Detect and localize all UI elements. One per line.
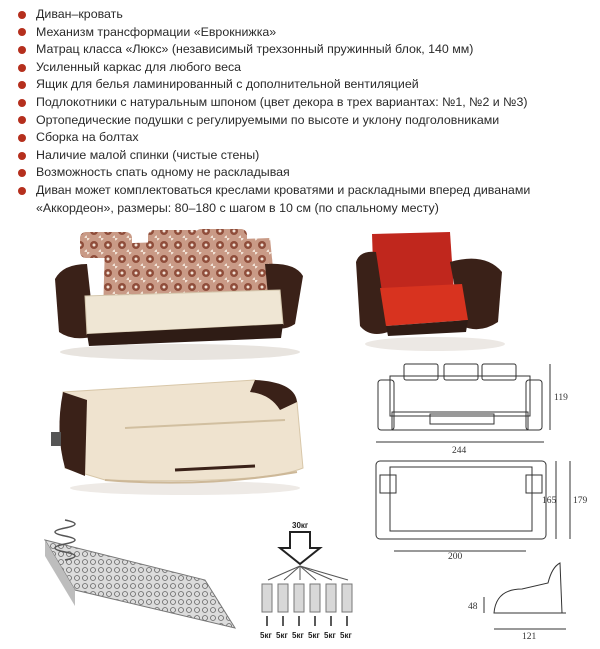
feature-item xyxy=(18,76,593,94)
front-view-drawing xyxy=(370,356,590,461)
dimension-label: 179 xyxy=(573,496,588,506)
spring-load-label: 5кг xyxy=(324,631,336,640)
bullet-icon xyxy=(18,46,26,54)
feature-item xyxy=(18,129,593,147)
load-label: 30кг xyxy=(292,521,309,530)
spring-load-label: 5кг xyxy=(276,631,288,640)
feature-text: Ортопедические подушки с регулируемыми по высоте и уклону подголовниками xyxy=(36,112,500,127)
spring-load-label: 5кг xyxy=(292,631,304,640)
spring-load-label: 5кг xyxy=(260,631,272,640)
feature-item xyxy=(18,41,593,59)
bullet-icon xyxy=(18,152,26,160)
load-diagram xyxy=(252,518,362,640)
spring-load-label: 5кг xyxy=(308,631,320,640)
feature-text: Сборка на болтах xyxy=(36,130,139,145)
feature-item xyxy=(18,6,593,24)
top-view-drawing xyxy=(370,455,595,560)
feature-item xyxy=(18,182,593,217)
bullet-icon xyxy=(18,81,26,89)
armchair-photo xyxy=(350,222,512,354)
feature-text: Наличие малой спинки (чистые стены) xyxy=(36,147,260,162)
feature-item xyxy=(18,24,593,42)
feature-text: Диван–кровать xyxy=(36,7,123,21)
bullet-icon xyxy=(18,28,26,36)
dimension-label: 165 xyxy=(542,496,557,506)
bullet-icon xyxy=(18,64,26,72)
bullet-icon xyxy=(18,134,26,142)
spring-load-label: 5кг xyxy=(340,631,352,640)
sofa-photo xyxy=(45,224,310,364)
feature-item xyxy=(18,147,593,165)
feature-list xyxy=(18,6,593,217)
side-view-drawing xyxy=(462,553,574,641)
dimension-label: 48 xyxy=(468,602,478,612)
feature-text: Усиленный каркас для любого веса xyxy=(36,59,242,74)
feature-text: Возможность спать одному не раскладывая xyxy=(36,165,290,180)
dimension-label: 244 xyxy=(452,446,467,456)
dimension-label: 119 xyxy=(554,393,568,403)
bullet-icon xyxy=(18,169,26,177)
dimension-label: 121 xyxy=(522,632,537,641)
feature-item xyxy=(18,112,593,130)
feature-text: Диван может комплектоваться креслами кроватями и раскладными вперед диванами «Аккордеон», размеры: 80–180 с шагом в 10 см (по спальному месту) xyxy=(36,182,531,215)
feature-text: Ящик для белья ламинированный с дополнительной вентиляцией xyxy=(36,77,419,92)
bullet-icon xyxy=(18,116,26,124)
spring-block-illustration xyxy=(25,510,250,642)
feature-text: Механизм трансформации «Еврокнижка» xyxy=(36,24,277,39)
bullet-icon xyxy=(18,187,26,195)
feature-text: Матрац класса «Люкс» (независимый трехзонный пружинный блок, 140 мм) xyxy=(36,42,474,57)
bullet-icon xyxy=(18,11,26,19)
bullet-icon xyxy=(18,99,26,107)
feature-item xyxy=(18,164,593,182)
feature-text: Подлокотники с натуральным шпоном (цвет декора в трех вариантах: №1, №2 и №3) xyxy=(36,94,528,109)
dimension-label: 200 xyxy=(448,552,463,560)
feature-item xyxy=(18,59,593,77)
sofa-bed-photo xyxy=(45,372,310,497)
feature-item xyxy=(18,94,593,112)
